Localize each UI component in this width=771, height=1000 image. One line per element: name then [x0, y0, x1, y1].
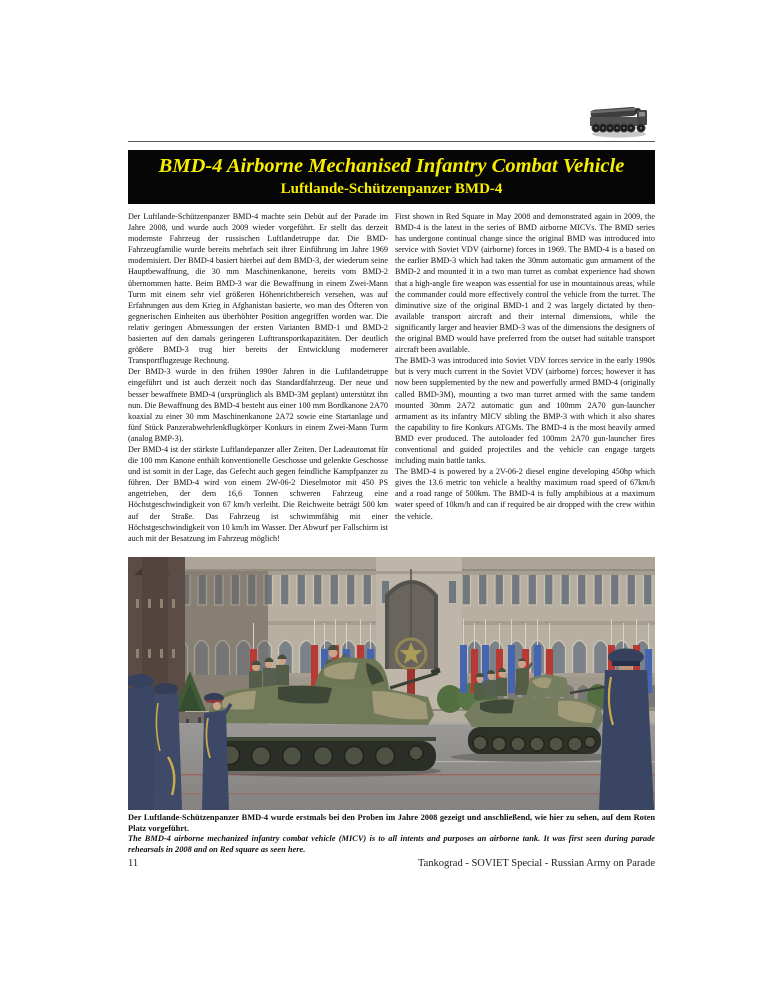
german-paragraph: Der BMD-3 wurde in den frühen 1990er Jahren in die Luftlandetruppe eingeführt und ist auch derzeit noch das Standardfahrzeug. Der neue und besser bewaffnete BMD-4 (ursprünglich als BMD-3M geplant) unterstützt ihn nun. Die Bewaffnung des BMD-4 besteht aus einer 100 mm Bordkanone 2A70 koaxial zu einer 30 mm Maschinenkanone 2A72 sowie eine Startanlage und fünf Stück Panzerabwehrlenkflugkörper Konkurs in einem Zwei-Mann Turm (analog BMP-3). [128, 367, 388, 443]
title-banner [128, 150, 655, 204]
photo-caption [128, 813, 655, 855]
red-square-parade-illustration [128, 557, 655, 810]
page-title-english: BMD-4 Airborne Mechanised Infantry Combat Vehicle [158, 155, 625, 177]
page-number: 11 [128, 858, 139, 869]
english-column [395, 211, 655, 544]
publisher-vehicle-logo [588, 97, 650, 140]
caption-english: The BMD-4 airborne mechanized infantry combat vehicle (MICV) is to all intents and purposes an airborne tank. It was first seen during parade rehearsals in 2008 and on Red square as seen here. [128, 834, 655, 854]
english-paragraph: The BMD-3 was introduced into Soviet VDV forces service in the early 1990s but is very much current in the Soviet VDV (airborne) forces; however it has now been supplemented by the new and powerfully armed BMD-4 (originally called BMD-3M), mounting a two man turret armed with the same tandem mounted 30mm 2A72 automatic gun and 100mm 2A70 gun-launcher armament as its infantry MICV sibling the BMP-3 with which it also shares the capability to fire Konkurs ATGMs. The BMD-4 is the most heavily armed BMD ever produced. The autoloader fed 100mm 2A70 gun-launcher fires conventional and guided projectiles and the vehicle can engage targets including main battle tanks. [395, 356, 655, 466]
parade-photo [128, 557, 655, 810]
german-column [128, 211, 388, 544]
english-paragraph: First shown in Red Square in May 2008 and demonstrated again in 2009, the BMD-4 is the latest in the series of BMD airborne MICVs. The BMD series has undergone continual change since the original BMD was introduced into service with Soviet VDV (airborne) forces in 1969. The BMD-4 is a based on the earlier BMD-3 which had taken the 30mm automatic gun armament of the BMD-2 and mounted it in a two man turret as combat experience had shown that a high-angle fire weapon was essential for use in mountainous areas, while the commander could more effectively control the vehicle from the turret. The diminutive size of the original BMD-1 and 2 was largely dictated by then-available transport aircraft and their internal dimensions, while the significantly larger and heavier BMD-3 was of the dimensions the designers of the original BMD would have preferred from the outset had suitable transport aircraft been available. [395, 212, 655, 355]
english-paragraph: The BMD-4 is powered by a 2V-06-2 diesel engine developing 450hp which gives the 13.6 metric ton vehicle a healthy maximum road speed of 67km/h and a road range of 500km. The BMD-4 is fully amphibious at a maximum water speed of 10km/h and can if required be air dropped with the crew within the vehicle. [395, 467, 655, 521]
german-paragraph: Der Luftlande-Schützenpanzer BMD-4 machte sein Debüt auf der Parade im Jahre 2008, und wurde auch 2009 wieder vorgeführt. Er stellt das derzeit modernste Fahrzeug der russischen Luftlandetruppe dar. Die BMD-Fahrzeugfamilie wurde bereits mehrfach seit ihrer Einführung im Jahre 1969 modernisiert. Der BMD-4 basiert hierbei auf dem BMD-3, der wiederum seine Hauptbewaffnung, die 30 mm Maschinenkanone, bereits vom BMD-2 übernommen hatte. Beim BMD-3 war die Bewaffnung in einem Zwei-Mann Turm mit einem sehr viel größeren Höhenrichtbereich versehen, was auf Erfahrungen aus dem Krieg in Afghanistan basierte, wo man des Öfteren von gegnerischen Einheiten aus überhöhter Position angegriffen worden war. Die relativ geringen Abmessungen der ersten Varianten BMD-1 und BMD-2 basierten auf den damals geringeren Lufttransportkapazitäten. Der deutlich größere BMD-3 trug hier bereits der Entwicklung modernerer Transportflugzeuge Rechnung. [128, 212, 388, 366]
header-rule [128, 141, 655, 142]
page-title-german: Luftlande-Schützenpanzer BMD-4 [280, 181, 503, 197]
caption-german: Der Luftlande-Schützenpanzer BMD-4 wurde erstmals bei den Proben im Jahre 2008 gezeigt und anschließend, wie hier zu sehen, auf dem Roten Platz vorgeführt. [128, 813, 655, 833]
missile-launcher-vehicle-photo-logo [588, 97, 650, 140]
page-footer [128, 858, 655, 869]
footer-title: Tankograd - SOVIET Special - Russian Army on Parade [417, 858, 655, 869]
german-paragraph: Der BMD-4 ist der stärkste Luftlandepanzer aller Zeiten. Der Ladeautomat für die 100 mm Kanone enthält konventionelle Geschosse und gelenkte Geschosse und ist somit in der Lage, das Gefecht auch gegen feindliche Kampfpanzer zu führen. Der BMD-4 wird von einem 2W-06-2 Dieselmotor mit 450 PS angetrieben, der dem 16,6 Tonnen schweren Fahrzeug eine Höchstgeschwindigkeit von 67 km/h verleiht. Die Reichweite beträgt 500 km auf der Straße. Das Fahrzeug ist schwimmfähig mit einer Höchstgeschwindigkeit von 10 km/h im Wasser. Der Abwurf per Fallschirm ist auch mit der Besatzung im Fahrzeug möglich! [128, 444, 388, 543]
article-columns [128, 211, 655, 544]
